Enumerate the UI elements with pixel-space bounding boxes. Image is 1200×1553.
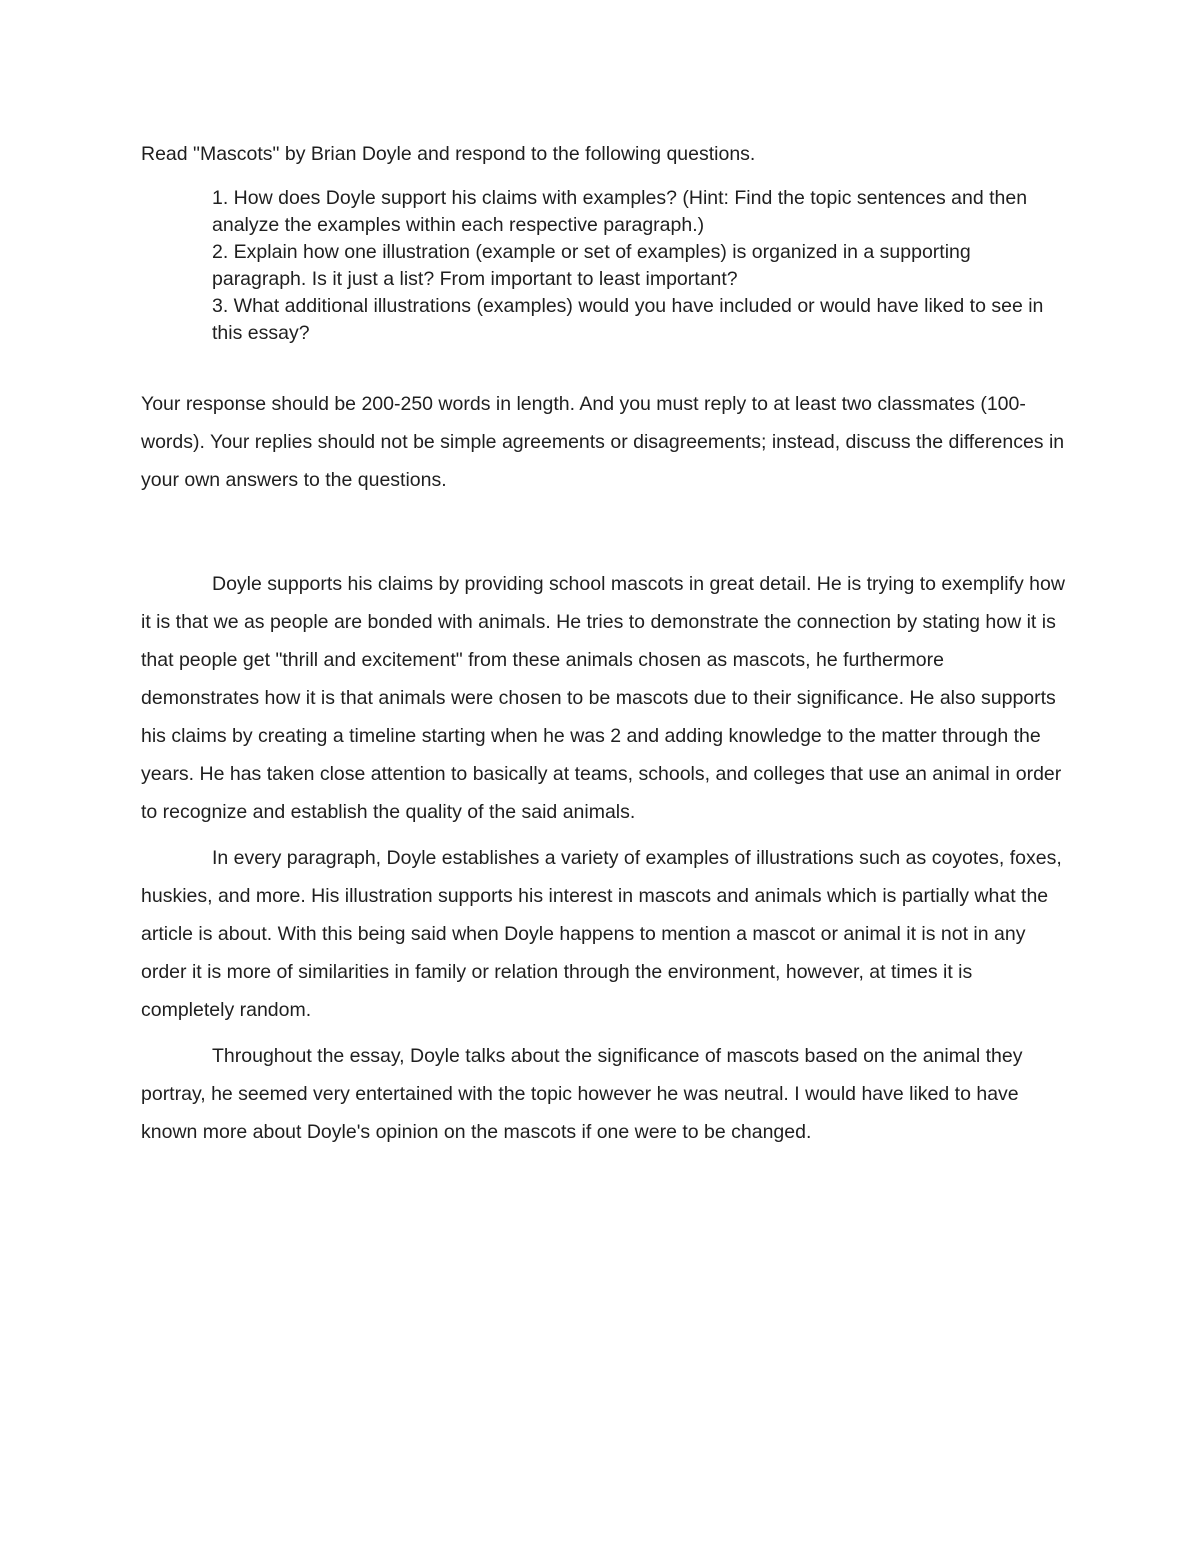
question-item: 2. Explain how one illustration (example or set of examples) is organized in a supporting paragraph. Is it just a list? From important to least important? [212, 241, 971, 290]
question-item: 3. What additional illustrations (examples) would you have included or would have liked to see in this essay? [212, 295, 1044, 344]
assignment-intro: Read "Mascots" by Brian Doyle and respond to the following questions. [141, 143, 756, 165]
essay-body [141, 565, 1066, 1151]
essay-paragraph: In every paragraph, Doyle establishes a variety of examples of illustrations such as coyotes, foxes, huskies, and more. His illustration supports his interest in mascots and animals which is partially what the article is about. With this being said when Doyle happens to mention a mascot or animal it is not in any order it is more of similarities in family or relation through the environment, however, at times it is completely random. [141, 847, 1062, 1021]
question-list [212, 185, 1052, 347]
response-requirements: Your response should be 200-250 words in length. And you must reply to at least two classmates (100-words). Your replies should not be simple agreements or disagreements; instead, discuss the differences in your own answers to the questions. [141, 393, 1065, 491]
question-item: 1. How does Doyle support his claims with examples? (Hint: Find the topic sentences and then analyze the examples within each respective paragraph.) [212, 187, 1028, 236]
essay-paragraph: Throughout the essay, Doyle talks about the significance of mascots based on the animal they portray, he seemed very entertained with the topic however he was neutral. I would have liked to have known more about Doyle's opinion on the mascots if one were to be changed. [141, 1045, 1023, 1143]
document-content [141, 141, 1066, 1159]
essay-paragraph: Doyle supports his claims by providing school mascots in great detail. He is trying to exemplify how it is that we as people are bonded with animals. He tries to demonstrate the connection by stating how it is that people get "thrill and excitement" from these animals chosen as mascots, he furthermore demonstrates how it is that animals were chosen to be mascots due to their significance. He also supports his claims by creating a timeline starting when he was 2 and adding knowledge to the matter through the years. He has taken close attention to basically at teams, schools, and colleges that use an animal in order to recognize and establish the quality of the said animals. [141, 573, 1065, 823]
